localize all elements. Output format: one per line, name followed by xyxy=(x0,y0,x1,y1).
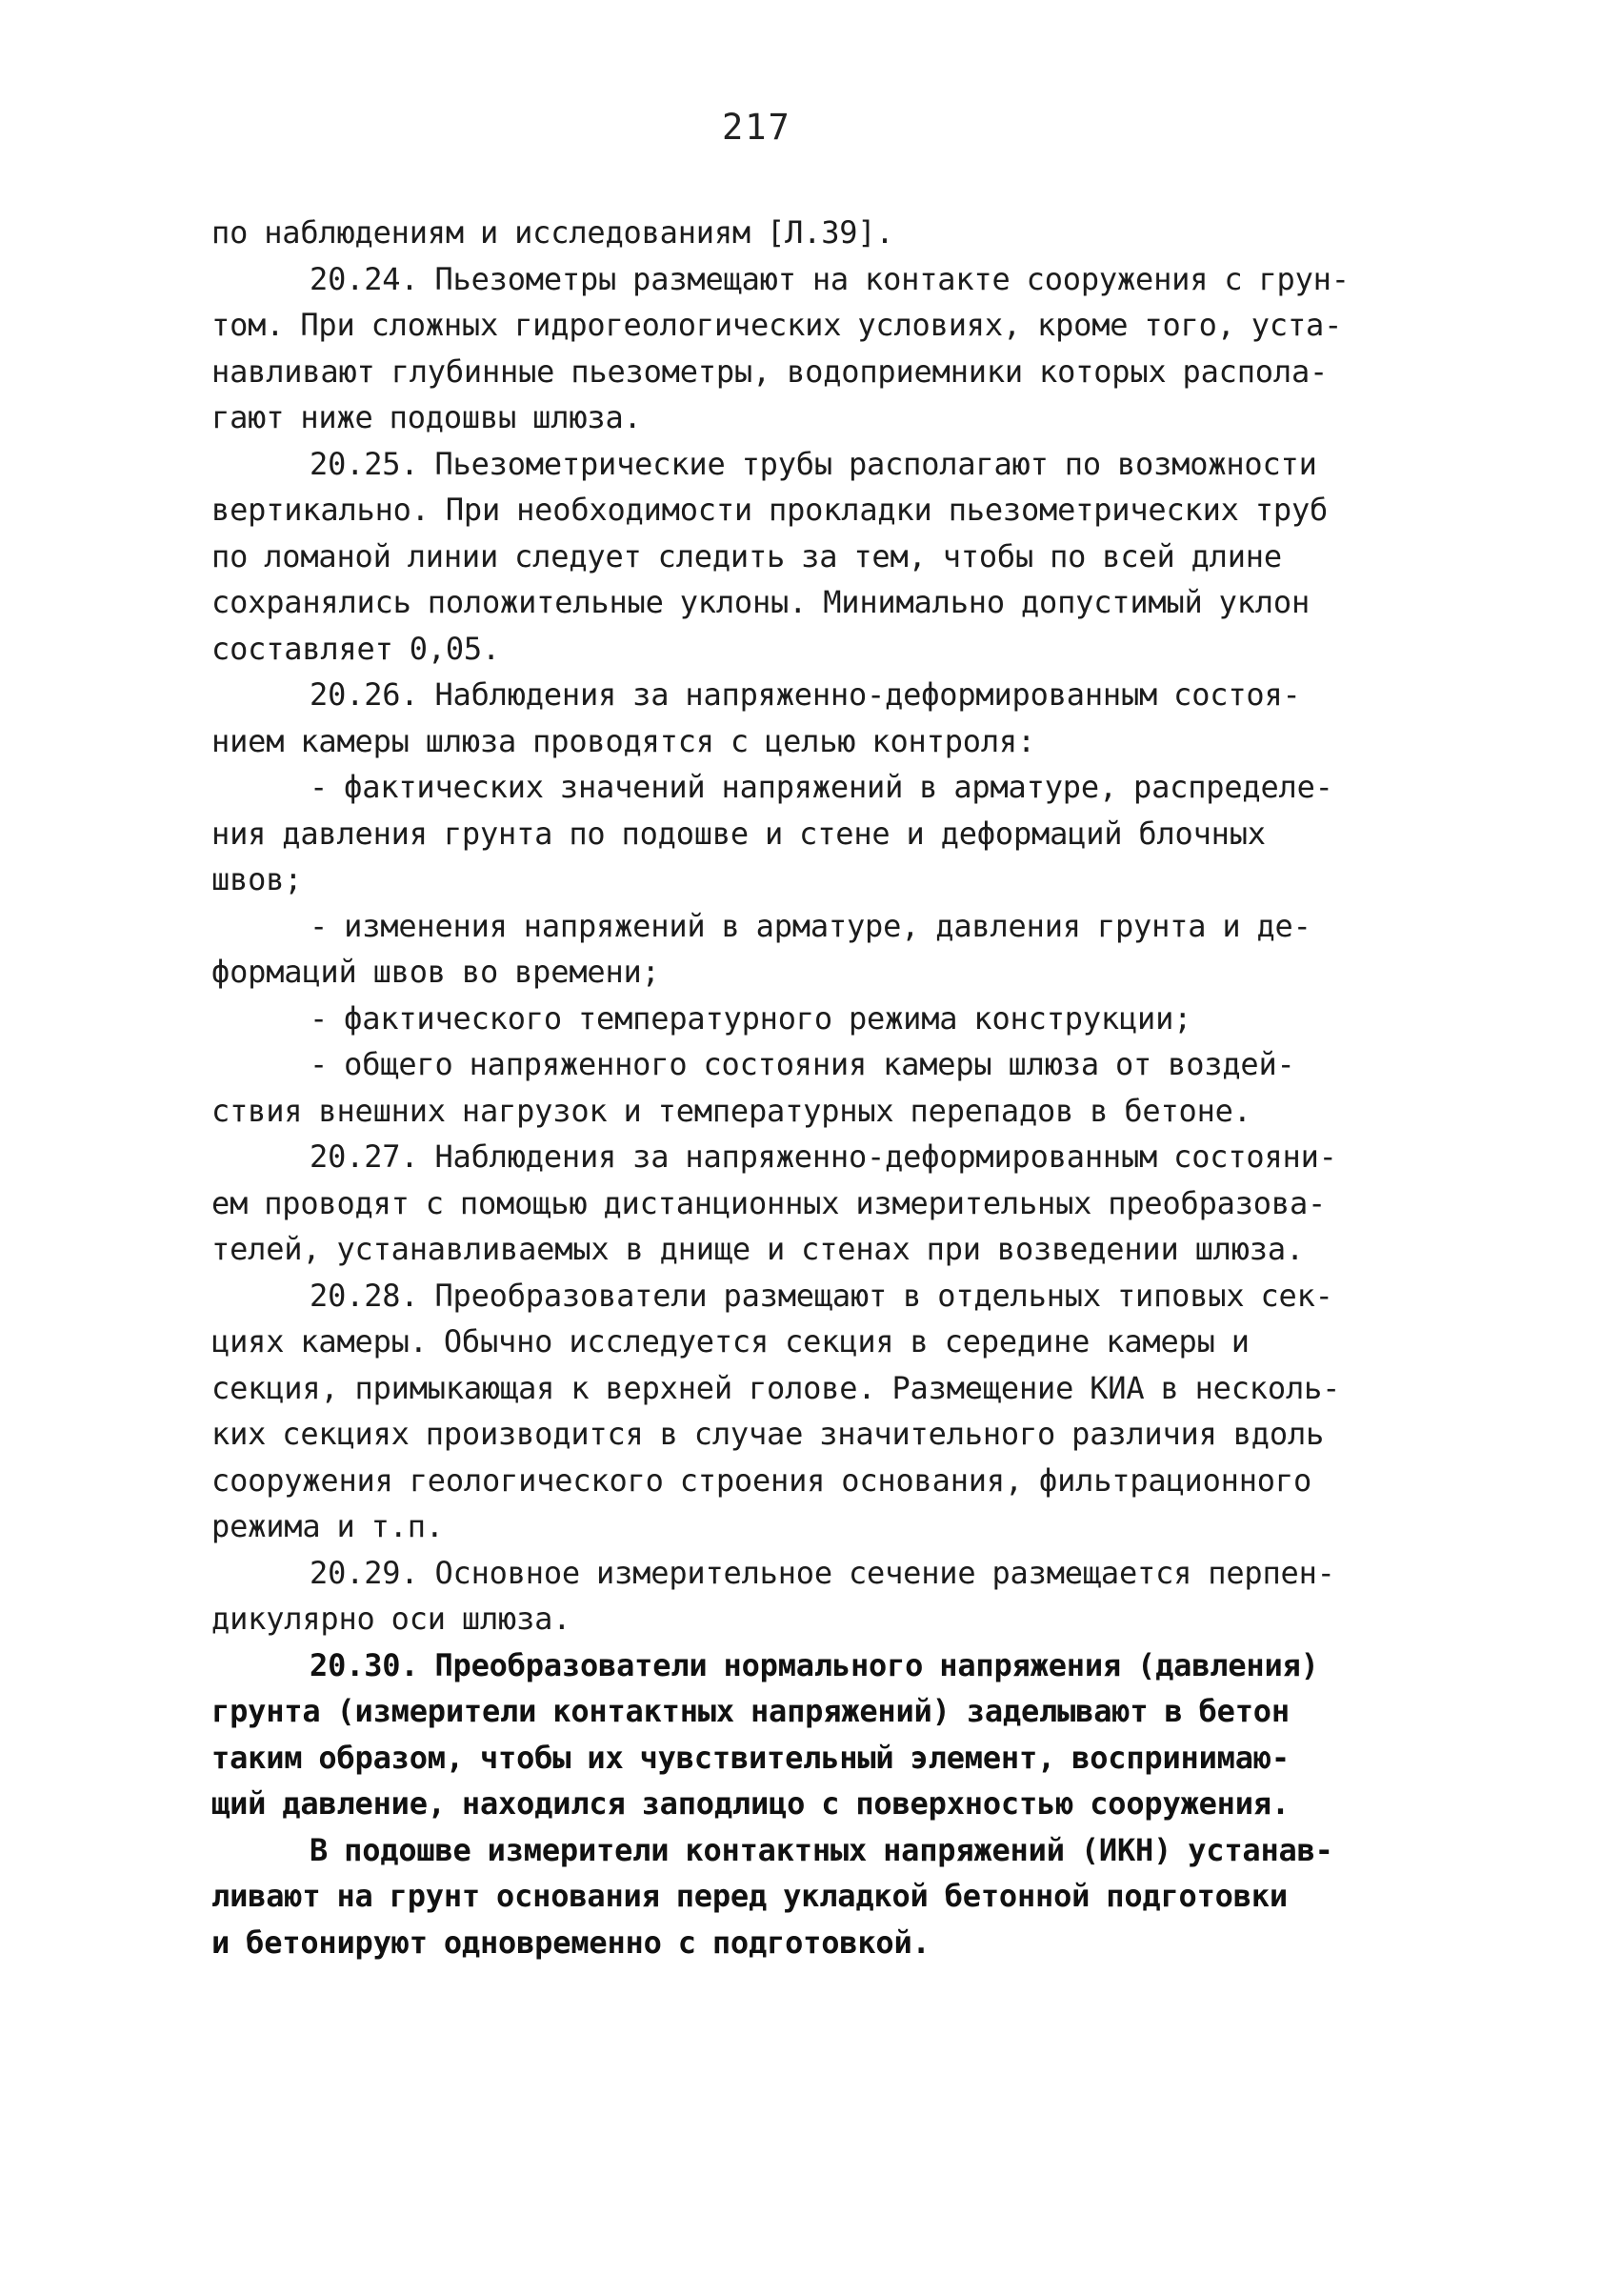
page-number: 217 xyxy=(722,107,791,148)
text-line: грунта (измерители контактных напряжений) заделывают в бетон xyxy=(211,1693,1290,1729)
text-line: гают ниже подошвы шлюза. xyxy=(211,399,642,435)
text-line: навливают глубинные пьезометры, водоприемники которых распола- xyxy=(211,352,1329,390)
text-line: сохранялись положительные уклоны. Минимально допустимый уклон xyxy=(211,584,1311,620)
text-line: по наблюдениям и исследованиям [Л.39]. xyxy=(211,214,894,251)
text-line: нием камеры шлюза проводятся с целью контроля: xyxy=(211,722,1036,759)
text-line: формаций швов во времени; xyxy=(211,954,660,990)
text-line: швов; xyxy=(211,861,303,897)
text-line: том. При сложных гидрогеологических условиях, кроме того, уста- xyxy=(211,307,1343,343)
text-line: секция, примыкающая к верхней голове. Размещение КИА в несколь- xyxy=(211,1369,1341,1406)
text-line: - общего напряженного состояния камеры шлюза от воздей- xyxy=(310,1046,1295,1082)
text-line: дикулярно оси шлюза. xyxy=(211,1601,571,1637)
text-line: сооружения геологического строения основания, фильтрационного xyxy=(211,1461,1312,1499)
text-line: таким образом, чтобы их чувствительный элемент, воспринимаю- xyxy=(211,1739,1290,1776)
text-line: - фактических значений напряжений в арматуре, распределе- xyxy=(310,769,1333,805)
text-line: 20.24. Пьезометры размещают на контакте сооружения с грун- xyxy=(310,260,1350,297)
text-line: 20.30. Преобразователи нормального напряжения (давления) xyxy=(310,1646,1319,1683)
text-line: 20.25. Пьезометрические трубы располагают по возможности xyxy=(310,445,1317,482)
text-line: составляет 0,05. xyxy=(211,630,501,667)
text-line: вертикально. При необходимости прокладки пьезометрических труб xyxy=(211,492,1329,528)
text-line: 20.29. Основное измерительное сечение размещается перпен- xyxy=(310,1554,1335,1591)
text-line: ствия внешних нагрузок и температурных перепадов в бетоне. xyxy=(211,1092,1251,1129)
text-line: циях камеры. Обычно исследуется секция в середине камеры и xyxy=(211,1323,1250,1359)
text-line: и бетонируют одновременно с подготовкой. xyxy=(211,1923,931,1961)
text-line: телей, устанавливаемых в днище и стенах при возведении шлюза. xyxy=(211,1231,1305,1267)
text-line: ния давления грунта по подошве и стене и деформаций блочных xyxy=(211,815,1266,852)
text-line: 20.26. Наблюдения за напряженно-деформированным состоя- xyxy=(310,676,1301,713)
text-line: - фактического температурного режима конструкции; xyxy=(310,999,1192,1037)
text-line: 20.27. Наблюдения за напряженно-деформированным состояни- xyxy=(310,1138,1337,1175)
text-line: ких секциях производится в случае значительного различия вдоль xyxy=(211,1416,1325,1452)
text-line: по ломаной линии следует следить за тем, чтобы по всей длине xyxy=(211,537,1282,574)
text-line: - изменения напряжений в арматуре, давления грунта и де- xyxy=(310,907,1311,944)
text-line: режима и т.п. xyxy=(211,1508,444,1544)
text-line: ем проводят с помощью дистанционных измерительных преобразова- xyxy=(211,1184,1327,1221)
text-line: щий давление, находился заподлицо с поверхностью сооружения. xyxy=(211,1785,1290,1822)
text-line: 20.28. Преобразователи размещают в отдельных типовых сек- xyxy=(310,1277,1333,1314)
body-text xyxy=(211,210,1431,1965)
text-line: ливают на грунт основания перед укладкой бетонной подготовки xyxy=(211,1878,1288,1914)
text-line: В подошве измерители контактных напряжений (ИКН) устанав- xyxy=(310,1831,1333,1868)
